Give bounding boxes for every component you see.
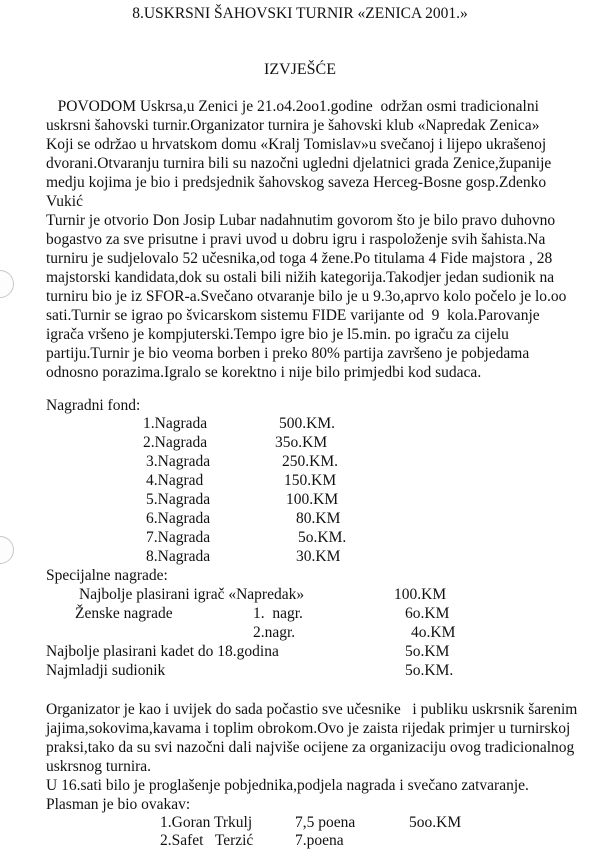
standing-points: 7.poena [295, 832, 344, 849]
standing-points: 7,5 poena [295, 814, 356, 831]
best-placed-amount: 100.KM [394, 586, 447, 603]
prize-amount: 80.KM [296, 510, 341, 527]
prize-amount: 30.KM [296, 548, 341, 565]
document-title: 8.USKRSNI ŠAHOVSKI TURNIR «ZENICA 2001.» [132, 5, 468, 22]
intro-line: sati.Turnir se igrao po švicarskom sistemu FIDE varijante od 9 kola.Parovanje [46, 307, 540, 324]
document-heading: IZVJEŠĆE [264, 61, 336, 78]
prize-amount: 150.KM [284, 472, 337, 489]
standing-player: 2.Safet Terzić [160, 832, 254, 849]
intro-line: dvorani.Otvaranju turnira bili su nazočni ugledni djelatnici grada Zenice,županije [46, 155, 552, 172]
prize-name: 5.Nagrada [146, 491, 211, 508]
prize-name: 3.Nagrada [146, 453, 211, 470]
prize-fund-label: Nagradni fond: [46, 397, 141, 414]
intro-paragraph [46, 97, 586, 382]
women-first-amount: 6o.KM [405, 605, 450, 622]
women-first-label: 1. nagr. [253, 605, 303, 622]
closing-line: Plasman je bio ovakav: [46, 796, 191, 813]
intro-line: uskrsni šahovski turnir.Organizator turnira je šahovski klub «Napredak Zenica» [46, 117, 540, 134]
intro-line: partiju.Turnir je bio veoma borben i preko 80% partija završeno je pobjedama [46, 345, 530, 362]
intro-line: turniru je sudjelovalo 52 učesnika,od toga 4 žene.Po titulama 4 Fide majstora , 28 [46, 250, 553, 267]
standing-player: 1.Goran Trkulj [160, 814, 253, 831]
special-prizes-label: Specijalne nagrade: [46, 567, 168, 584]
prize-name: 8.Nagrada [146, 548, 211, 565]
intro-line: igrača vršeno je kompjuterski.Tempo igre bio je l5.min. po igraču za cijelu [46, 326, 509, 343]
intro-line: Koji se održao u hrvatskom domu «Kralj Tomislav»u svečanoj i lijepo ukrašenoj [46, 136, 547, 153]
punch-hole-bottom [0, 536, 14, 564]
intro-line: medju kojima je bio i predsjednik šahovskog saveza Herceg-Bosne gosp.Zdenko [46, 174, 547, 191]
intro-line: Vukić [46, 193, 83, 210]
closing-line: jajima,sokovima,kavama i toplim obrokom.Ovo je zaista rijedak primjer u turnirskoj [46, 720, 571, 737]
intro-line: bogastvo za sve prisutne i pravi uvod u dobru igru i raspoloženje svih šahista.Na [46, 231, 546, 248]
cadet-label: Najbolje plasirani kadet do 18.godina [46, 643, 279, 660]
prize-amount: 250.KM. [282, 453, 338, 470]
prize-name: 7.Nagrada [146, 529, 211, 546]
standing-prize: 5oo.KM [409, 814, 462, 831]
intro-line: POVODOM Uskrsa,u Zenici je 21.o4.2oo1.godine održan osmi tradicionalni [46, 98, 539, 115]
prize-amount: 500.KM. [279, 415, 335, 432]
youngest-label: Najmladji sudionik [46, 662, 166, 679]
intro-line: odnosno porazima.Igralo se korektno i nije bilo primjedbi kod sudaca. [46, 364, 482, 381]
cadet-amount: 5o.KM [405, 643, 450, 660]
youngest-amount: 5o.KM. [405, 662, 454, 679]
intro-line: majstorski kandidata,dok su ostali bili nižih kategorija.Takodjer jedan sudionik na [46, 269, 555, 286]
intro-line: Turnir je otvorio Don Josip Lubar nadahnutim govorom što je bilo pravo duhovno [46, 212, 556, 229]
closing-line: Organizator je kao i uvijek do sada počastio sve učesnike i publiku uskrsnik šarenim [46, 701, 578, 718]
prize-amount: 35o.KM [275, 434, 328, 451]
women-second-amount: 4o.KM [411, 624, 456, 641]
prize-amount: 5o.KM. [298, 529, 347, 546]
women-second-label: 2.nagr. [253, 624, 296, 641]
prize-name: 6.Nagrada [146, 510, 211, 527]
intro-line: turniru bio je iz SFOR-a.Svečano otvaranje bilo je u 9.3o,aprvo kolo počelo je lo.oo [46, 288, 567, 305]
best-placed-label: Najbolje plasirani igrač «Napredak» [79, 586, 305, 603]
prize-name: 1.Nagrada [143, 415, 208, 432]
prize-name: 2.Nagrada [143, 434, 208, 451]
prize-name: 4.Nagrad [146, 472, 204, 489]
closing-line: praksi,tako da su svi nazočni dali najviše ocijene za organizaciju ovog tradicionalnog [46, 739, 575, 756]
punch-hole-top [0, 270, 14, 298]
closing-line: U 16.sati bilo je proglašenje pobjednika,podjela nagrada i svečano zatvaranje. [46, 777, 529, 794]
closing-paragraph [46, 700, 586, 814]
women-prizes-label: Ženske nagrade [75, 605, 173, 622]
closing-line: uskrsnog turnira. [46, 758, 152, 775]
prize-amount: 100.KM [286, 491, 339, 508]
